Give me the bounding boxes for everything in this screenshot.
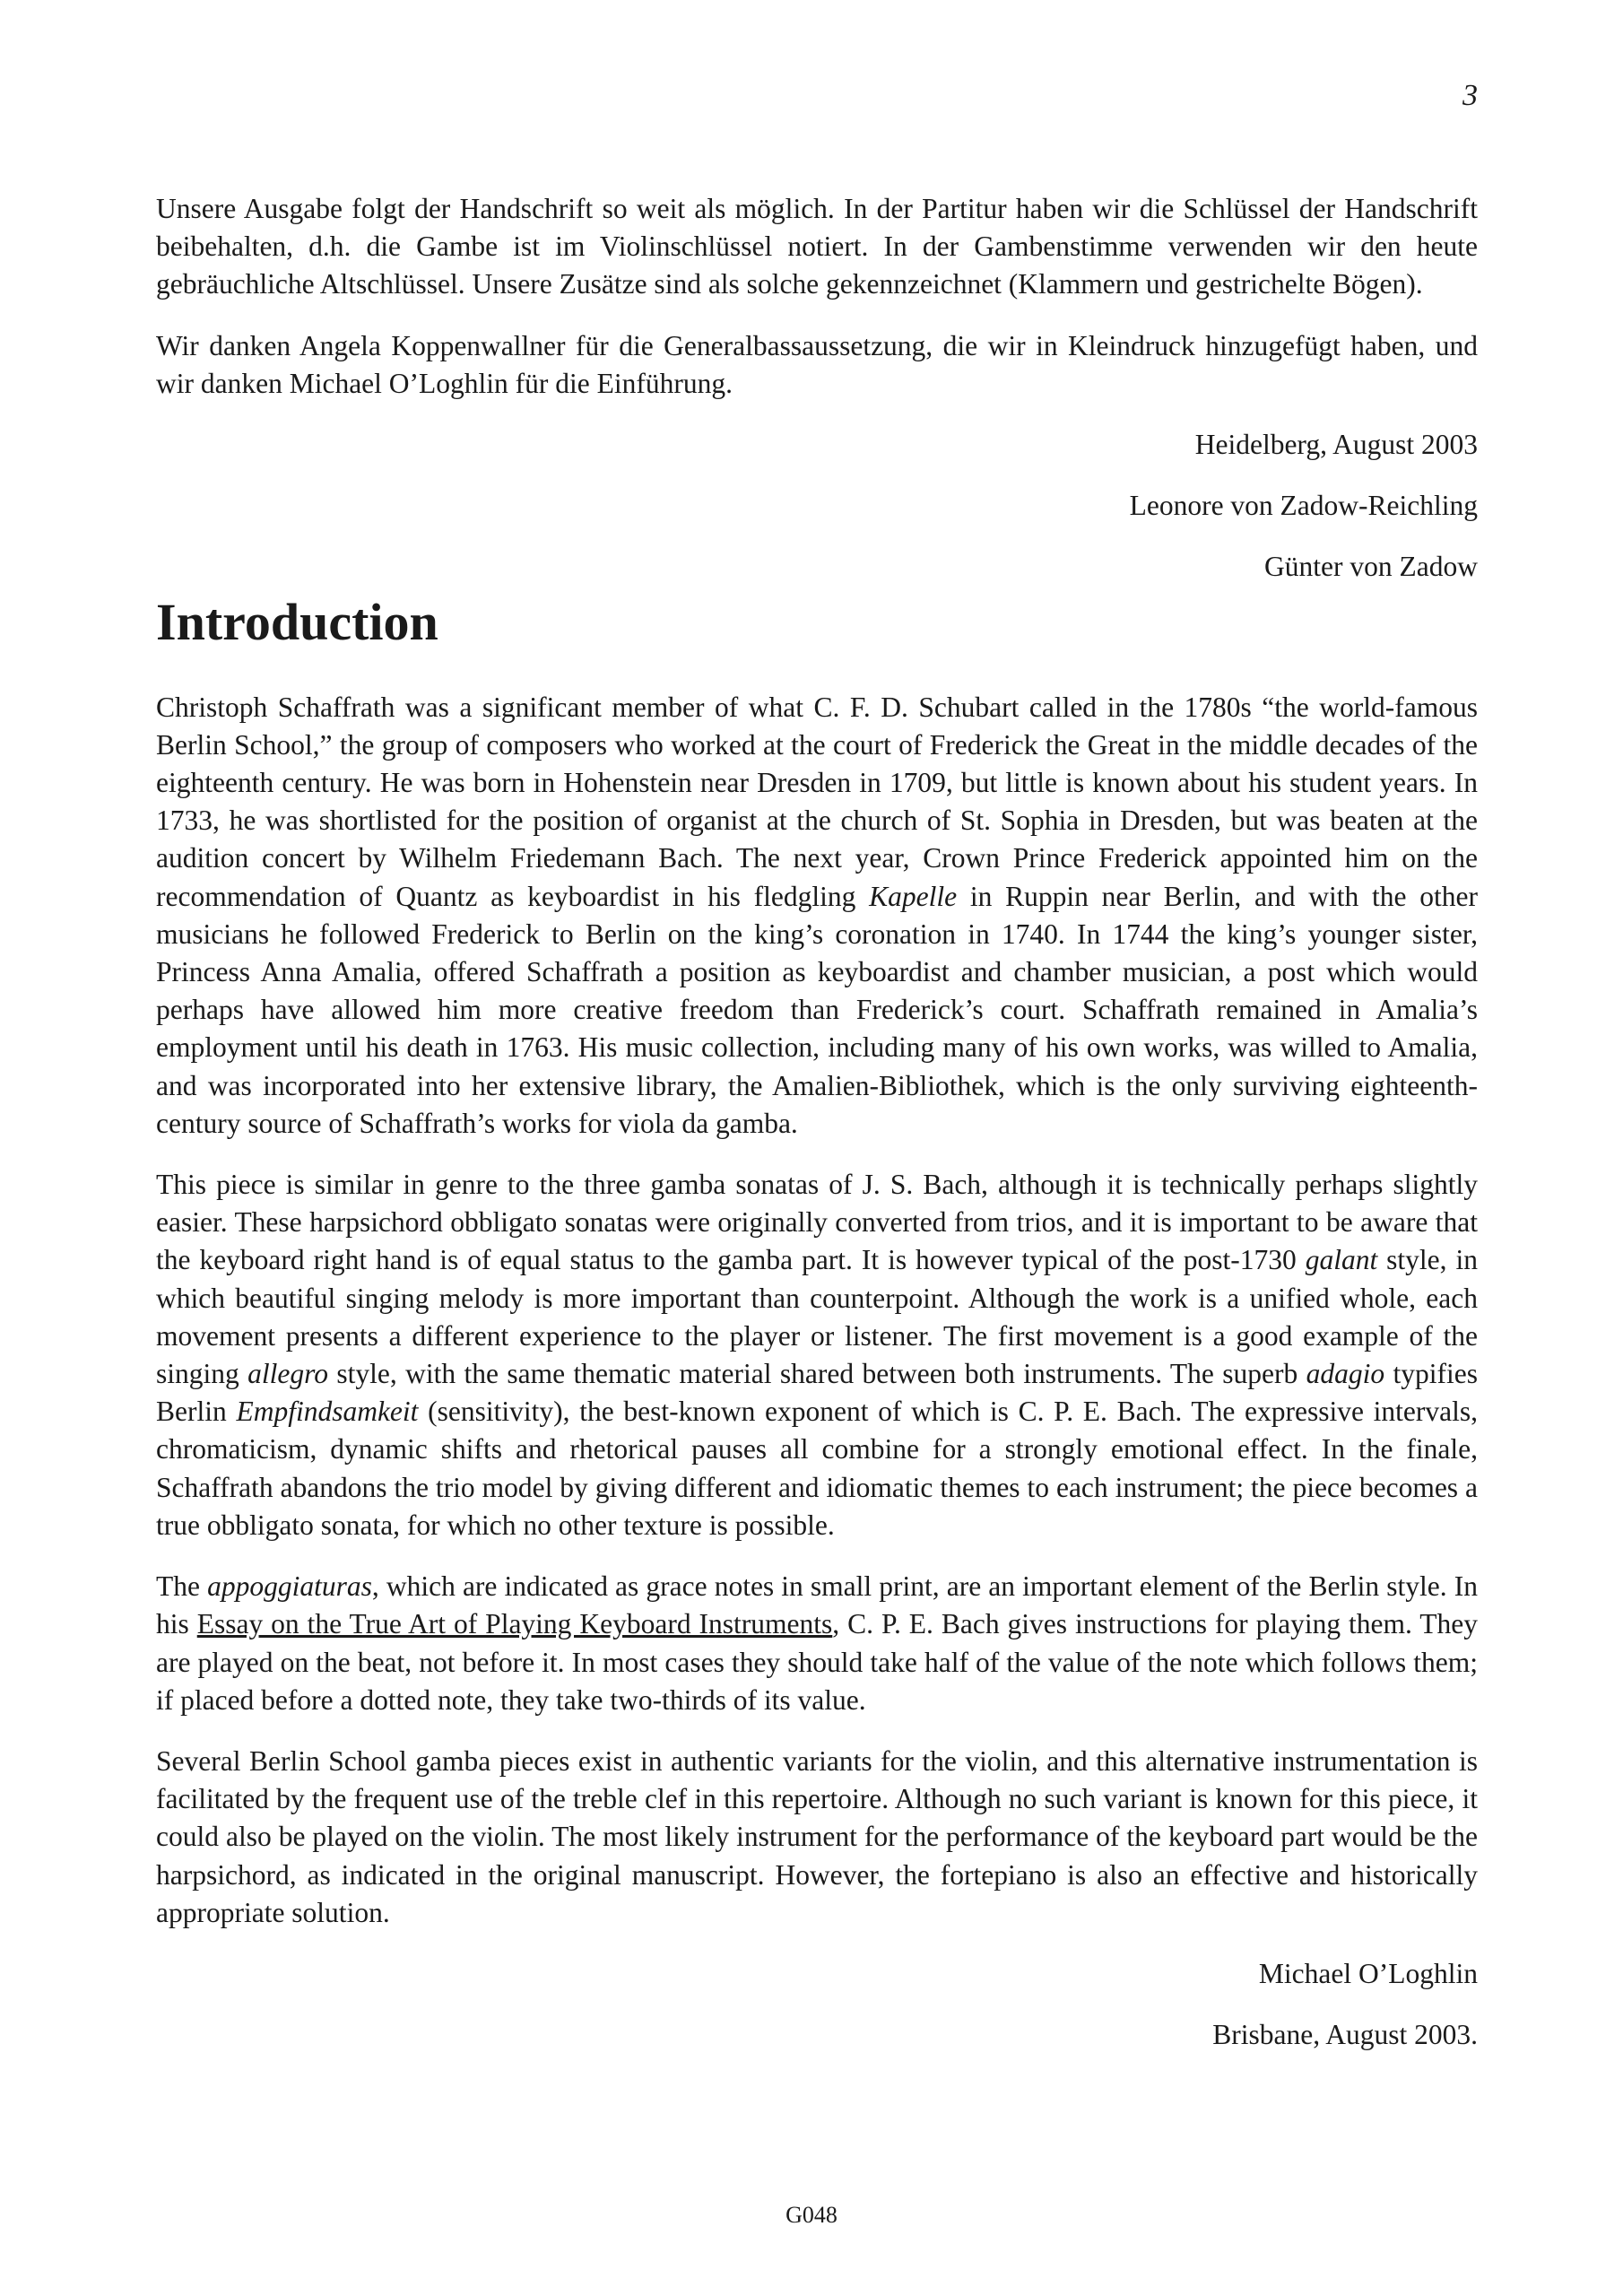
introduction-heading: Introduction: [156, 592, 438, 651]
underlined-book-title: Essay on the True Art of Playing Keyboard Instruments: [196, 1608, 833, 1640]
text-run: This piece is similar in genre to the three gamba sonatas of J. S. Bach, although it is technically perhaps slightly easier. These harpsichord obbligato sonatas were originally converted from trios, and it is important to be aware that the keyboard right hand is of equal status to the gamba part. It is however typical of the post-1730: [156, 1169, 1478, 1276]
text-run: style, in which beautiful singing melody is more important than counterpoint. Although the work is a unified whole, each movement presents a different experience to the player or listener. The first movement is a good example of the singing: [156, 1244, 1478, 1390]
introduction-paragraph-4: Several Berlin School gamba pieces exist in authentic variants for the violin, and this alternative instrumentation is facilitated by the frequent use of the treble clef in this repertoire. Although no such variant is known for this piece, it could also be played on the violin. The most likely instrument for the performance of the keyboard part would be the harpsichord, as indicated in the original manuscript. However, the fortepiano is also an effective and historically appropriate solution.: [156, 1744, 1478, 1928]
introduction-signature-block: [156, 1955, 1478, 2054]
text-run: , C. P. E. Bach gives instructions for playing them. They are played on the beat, not before it. In most cases they should take half of the value of the note which follows them; if placed before a dotted note, they take two-thirds of its value.: [156, 1608, 1479, 1716]
page-number: 3: [1462, 79, 1478, 112]
italic-term-appoggiaturas: appoggiaturas: [207, 1570, 372, 1603]
italic-term-empfindsamkeit: Empfindsamkeit: [236, 1396, 419, 1428]
german-paragraph-2: Wir danken Angela Koppenwallner für die Generalbassaussetzung, die wir in Kleindruck hinzugefügt haben, und wir danken Michael O’Loghlin für die Einführung.: [156, 329, 1478, 399]
italic-term-kapelle: Kapelle: [869, 880, 958, 912]
text-run: The: [156, 1570, 208, 1603]
introduction-signature-place-date: Brisbane, August 2003.: [1212, 2019, 1478, 2051]
text-run: , which are indicated as grace notes in small print, are an important element of the Berlin style. In his: [156, 1570, 1478, 1640]
german-signature-block: [156, 426, 1478, 587]
text-run: (sensitivity), the best-known exponent of which is C. P. E. Bach. The expressive intervals, chromaticism, dynamic shifts and rhetorical pauses all combine for a strongly emotional effect. In the finale, Schaffrath abandons the trio model by giving different and idiomatic themes to each instrument; the piece becomes a true obbligato sonata, for which no other texture is possible.: [156, 1396, 1478, 1541]
introduction-paragraph-1: [156, 689, 1478, 1143]
german-signature-name-2: Günter von Zadow: [1264, 551, 1478, 583]
text-run: Christoph Schaffrath was a significant member of what C. F. D. Schubart called in the 1780s “the world-famous Berlin School,” the group of composers who worked at the court of Frederick the Great in the middle decades of the eighteenth century. He was born in Hohenstein near Dresden in 1709, but little is known about his student years. In 1733, he was shortlisted for the position of organist at the church of St. Sophia in Dresden, but was beaten at the audition concert by Wilhelm Friedemann Bach. The next year, Crown Prince Frederick appointed him on the recommendation of Quantz as keyboardist in his fledgling: [156, 691, 1478, 912]
text-run: style, with the same thematic material shared between both instruments. The superb: [327, 1358, 1306, 1390]
text-run: typifies Berlin: [156, 1358, 1478, 1428]
introduction-paragraph-3: [156, 1568, 1478, 1719]
page-content: [156, 190, 1478, 2077]
german-signature-place-date: Heidelberg, August 2003: [1194, 429, 1478, 461]
italic-term-adagio: adagio: [1306, 1358, 1385, 1390]
introduction-paragraph-2: [156, 1166, 1478, 1544]
introduction-signature-name: Michael O’Loghlin: [1258, 1957, 1478, 1989]
footer-code: G048: [785, 2202, 838, 2228]
italic-term-allegro: allegro: [247, 1358, 328, 1390]
italic-term-galant: galant: [1305, 1244, 1378, 1276]
text-run: in Ruppin near Berlin, and with the other musicians he followed Frederick to Berlin on the king’s coronation in 1740. In 1744 the king’s younger sister, Princess Anna Amalia, offered Schaffrath a position as keyboardist and chamber musician, a post which would perhaps have allowed him more creative freedom than Frederick’s court. Schaffrath remained in Amalia’s employment until his death in 1763. His music collection, including many of his own works, was willed to Amalia, and was incorporated into her extensive library, the Amalien-Bibliothek, which is the only surviving eighteenth-century source of Schaffrath’s works for viola da gamba.: [156, 880, 1478, 1139]
german-paragraph-1: Unsere Ausgabe folgt der Handschrift so weit als möglich. In der Partitur haben wir die Schlüssel der Handschrift beibehalten, d.h. die Gambe ist im Violinschlüssel notiert. In der Gambenstimme verwenden wir den heute gebräuchliche Altschlüssel. Unsere Zusätze sind als solche gekennzeichnet (Klammern und gestrichelte Bögen).: [156, 193, 1478, 300]
german-signature-name-1: Leonore von Zadow-Reichling: [1129, 490, 1478, 522]
